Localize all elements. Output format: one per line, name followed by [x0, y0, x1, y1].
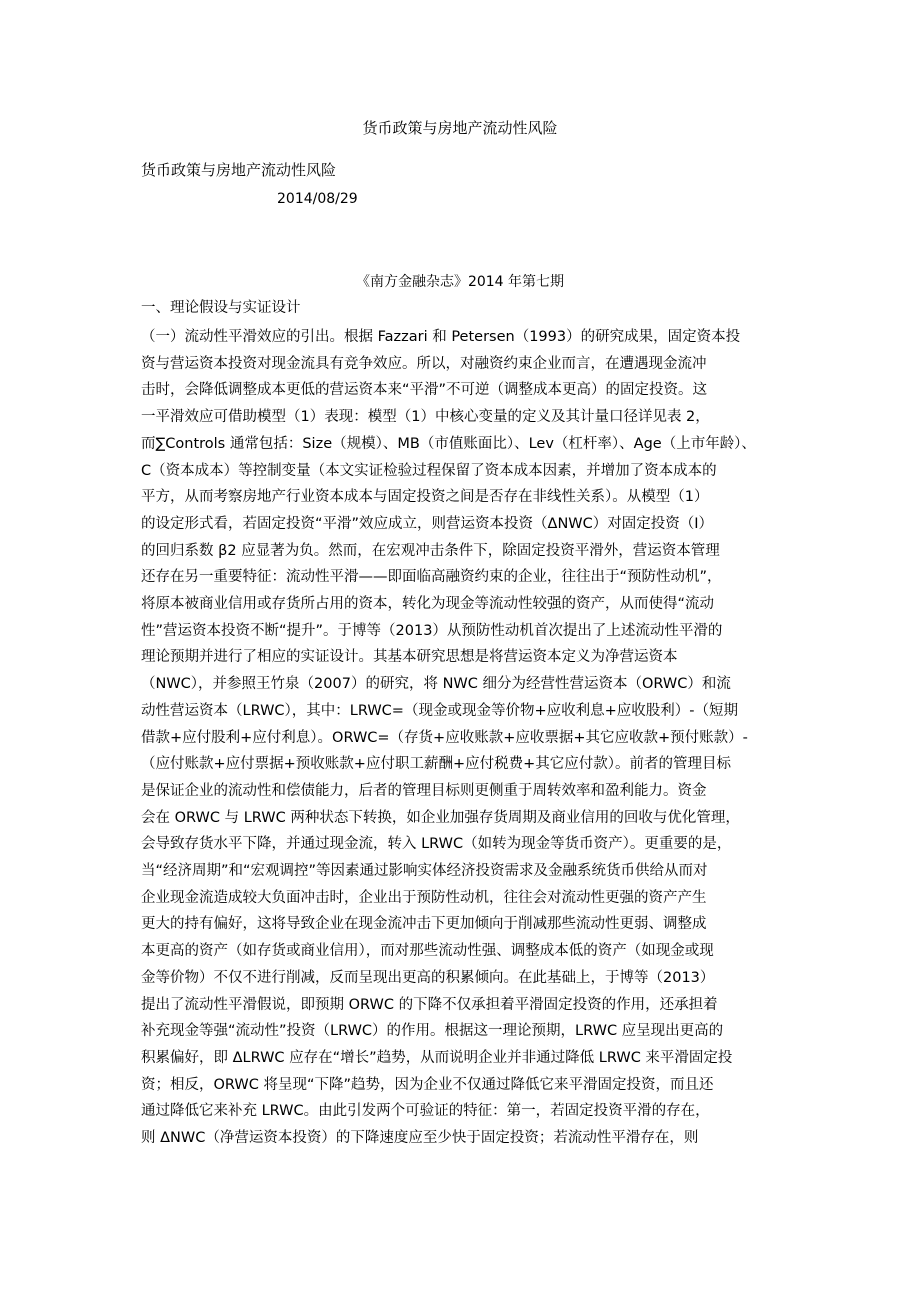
body-line: 将原本被商业信用或存货所占用的资本，转化为现金等流动性较强的资产，从而使得“流动 [141, 596, 715, 613]
body-line: 提出了流动性平滑假说，即预期 ORWC 的下降不仅承担着平滑固定投资的作用，还承担着 [141, 996, 718, 1013]
document-title: 货币政策与房地产流动性风险 [362, 119, 558, 137]
body-line: 金等价物）不仅不进行削减，反而呈现出更高的积累倾向。在此基础上，于博等（2013） [141, 969, 715, 986]
body-line: 的回归系数 β2 应显著为负。然而，在宏观冲击条件下，除固定投资平滑外，营运资本管理 [141, 542, 720, 559]
body-line: （NWC），并参照王竹泉（2007）的研究，将 NWC 细分为经营性营运资本（ORWC）和流 [141, 676, 731, 693]
body-line: C（资本成本）等控制变量（本文实证检验过程保留了资本成本因素，并增加了资本成本的 [141, 462, 717, 479]
body-line: （应付账款+应付票据+预收账款+应付职工薪酬+应付税费+其它应付款）。前者的管理目标 [141, 756, 731, 773]
body-line: 是保证企业的流动性和偿债能力，后者的管理目标则更侧重于周转效率和盈利能力。资金 [141, 782, 707, 799]
body-line: 击时，会降低调整成本更低的营运资本来“平滑”不可逆（调整成本更高）的固定投资。这 [141, 382, 708, 399]
body-line: 通过降低它来补充 LRWC。由此引发两个可验证的特征：第一，若固定投资平滑的存在， [141, 1103, 710, 1120]
body-paragraph [141, 324, 781, 1152]
body-line: （一）流动性平滑效应的引出。根据 Fazzari 和 Petersen（1993）的研究成果，固定资本投 [141, 329, 741, 345]
body-line: 的设定形式看，若固定投资“平滑”效应成立，则营运资本投资（ΔNWC）对固定投资（I） [141, 515, 714, 532]
body-line: 动性营运资本（LRWC），其中：LRWC=（现金或现金等价物+应收利息+应收股利）-（短期 [141, 702, 738, 719]
body-line: 企业现金流造成较大负面冲击时，企业出于预防性动机，往往会对流动性更强的资产产生 [141, 889, 707, 906]
body-line: 资；相反，ORWC 将呈现“下降”趋势，因为企业不仅通过降低它来平滑固定投资，而且还 [141, 1076, 714, 1093]
body-line: 性”营运资本投资不断“提升”。于博等（2013）从预防性动机首次提出了上述流动性平滑的 [141, 622, 723, 639]
body-line: 平方，从而考察房地产行业资本成本与固定投资之间是否存在非线性关系）。从模型（1） [141, 489, 709, 506]
source-journal: 《南方金融杂志》2014 年第七期 [355, 274, 565, 290]
body-line: 本更高的资产（如存货或商业信用），而对那些流动性强、调整成本低的资产（如现金或现 [141, 943, 714, 960]
body-line: 当“经济周期”和“宏观调控”等因素通过影响实体经济投资需求及金融系统货币供给从而对 [141, 863, 708, 880]
body-line: 会导致存货水平下降，并通过现金流，转入 LRWC（如转为现金等货币资产）。更重要的是， [141, 836, 732, 853]
body-line: 一平滑效应可借助模型（1）表现：模型（1）中核心变量的定义及其计量口径详见表 2， [141, 409, 710, 426]
body-line: 则 ΔNWC（净营运资本投资）的下降速度应至少快于固定投资；若流动性平滑存在，则 [141, 1130, 699, 1147]
publish-date: 2014/08/29 [277, 191, 358, 207]
section-heading: 一、理论假设与实证设计 [141, 300, 301, 316]
body-line: 会在 ORWC 与 LRWC 两种状态下转换，如企业加强存货周期及商业信用的回收与优化管理， [141, 809, 740, 826]
body-line: 而∑Controls 通常包括：Size（规模）、MB（市值账面比）、Lev（杠杆率）、Age（上市年龄）、 [141, 435, 756, 452]
body-line: 理论预期并进行了相应的实证设计。其基本研究思想是将营运资本定义为净营运资本 [141, 649, 678, 666]
body-line: 补充现金等强“流动性”投资（LRWC）的作用。根据这一理论预期，LRWC 应呈现出更高的 [141, 1023, 724, 1040]
body-line: 借款+应付股利+应付利息）。ORWC=（存货+应收账款+应收票据+其它应收款+预付账款）- [141, 729, 748, 746]
body-line: 还存在另一重要特征：流动性平滑——即面临高融资约束的企业，往往出于“预防性动机”， [141, 569, 722, 586]
body-line: 积累偏好，即 ΔLRWC 应存在“增长”趋势，从而说明企业并非通过降低 LRWC 来平滑固定投 [141, 1049, 733, 1066]
body-line: 更大的持有偏好，这将导致企业在现金流冲击下更加倾向于削减那些流动性更弱、调整成 [141, 916, 707, 933]
body-line: 资与营运资本投资对现金流具有竞争效应。所以，对融资约束企业而言，在遭遇现金流冲 [141, 355, 707, 372]
document-subtitle: 货币政策与房地产流动性风险 [141, 161, 337, 179]
